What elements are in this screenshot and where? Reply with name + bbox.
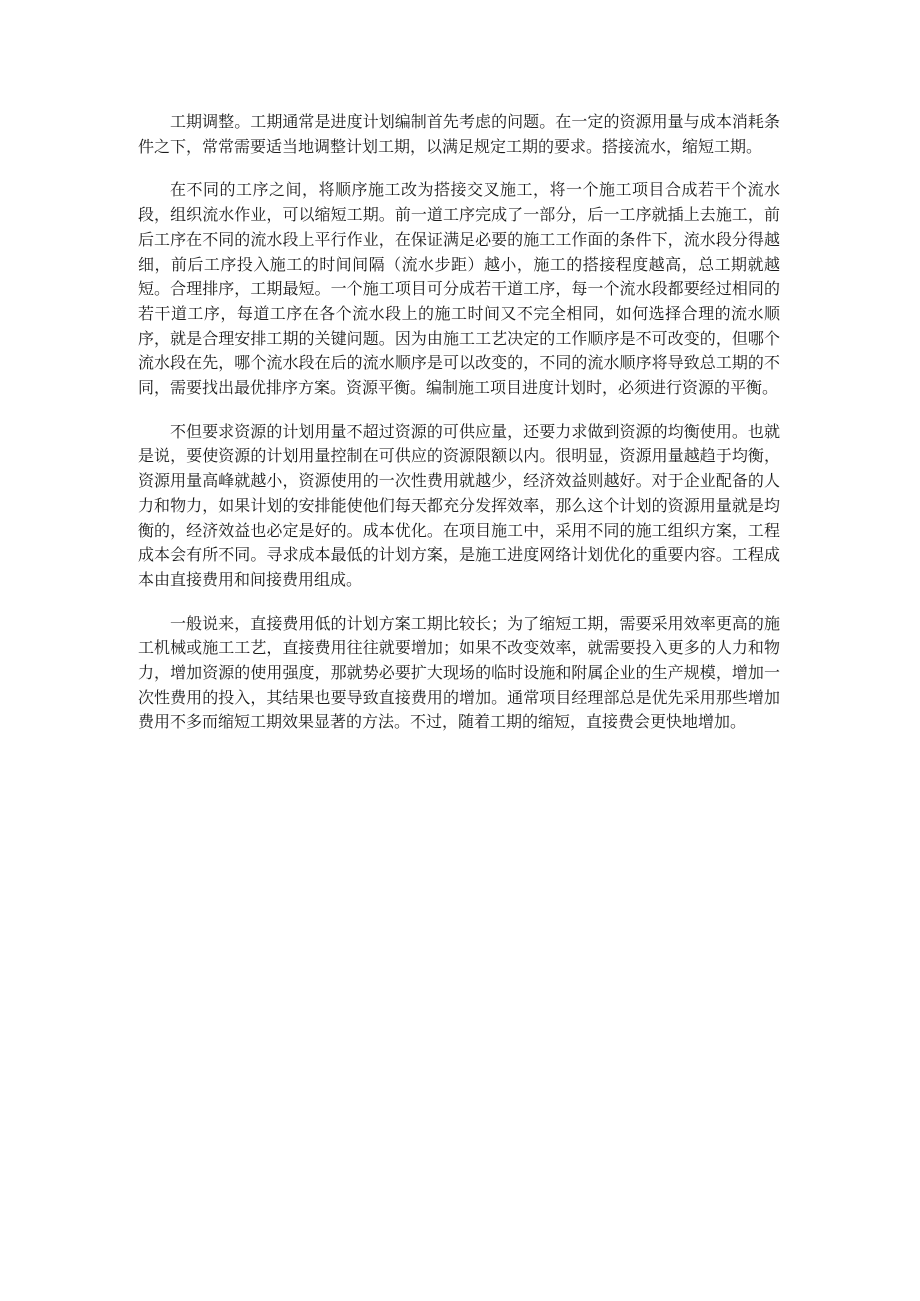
paragraph-overlapping-flow: 在不同的工序之间，将顺序施工改为搭接交叉施工，将一个施工项目合成若干个流水段，组织流水作业，可以缩短工期。前一道工序完成了一部分，后一工序就插上去施工，前后工序在不同的流水段上平行作业，在保证满足必要的施工工作面的条件下，流水段分得越细，前后工序投入施工的时间间隔（流水步距）越小，施工的搭接程度越高，总工期就越短。合理排序，工期最短。一个施工项目可分成若干道工序，每一个流水段都要经过相同的若干道工序，每道工序在各个流水段上的施工时间又不完全相同，如何选择合理的流水顺序，就是合理安排工期的关键问题。因为由施工工艺决定的工作顺序是不可改变的，但哪个流水段在先，哪个流水段在后的流水顺序是可以改变的，不同的流水顺序将导致总工期的不同，需要找出最优排序方案。资源平衡。编制施工项目进度计划时，必须进行资源的平衡。 xyxy=(138,180,780,398)
paragraph-schedule-adjustment: 工期调整。工期通常是进度计划编制首先考虑的问题。在一定的资源用量与成本消耗条件之下，常常需要适当地调整计划工期，以满足规定工期的要求。搭接流水，缩短工期。 xyxy=(138,112,780,156)
document-body xyxy=(138,110,780,754)
paragraph-resource-balance: 不但要求资源的计划用量不超过资源的可供应量，还要力求做到资源的均衡使用。也就是说，要使资源的计划用量控制在可供应的资源限额以内。很明显，资源用量越趋于均衡，资源用量高峰就越小，资源使用的一次性费用就越少，经济效益则越好。对于企业配备的人力和物力，如果计划的安排能使他们每天都充分发挥效率，那么这个计划的资源用量就是均衡的，经济效益也必定是好的。成本优化。在项目施工中，采用不同的施工组织方案，工程成本会有所不同。寻求成本最低的计划方案，是施工进度网络计划优化的重要内容。工程成本由直接费用和间接费用组成。 xyxy=(138,421,780,589)
paragraph-direct-cost: 一般说来，直接费用低的计划方案工期比较长；为了缩短工期，需要采用效率更高的施工机械或施工工艺，直接费用往往就要增加；如果不改变效率，就需要投入更多的人力和物力，增加资源的使用强度，那就势必要扩大现场的临时设施和附属企业的生产规模，增加一次性费用的投入，其结果也要导致直接费用的增加。通常项目经理部总是优先采用那些增加费用不多而缩短工期效果显著的方法。不过，随着工期的缩短，直接费会更快地增加。 xyxy=(138,613,780,732)
